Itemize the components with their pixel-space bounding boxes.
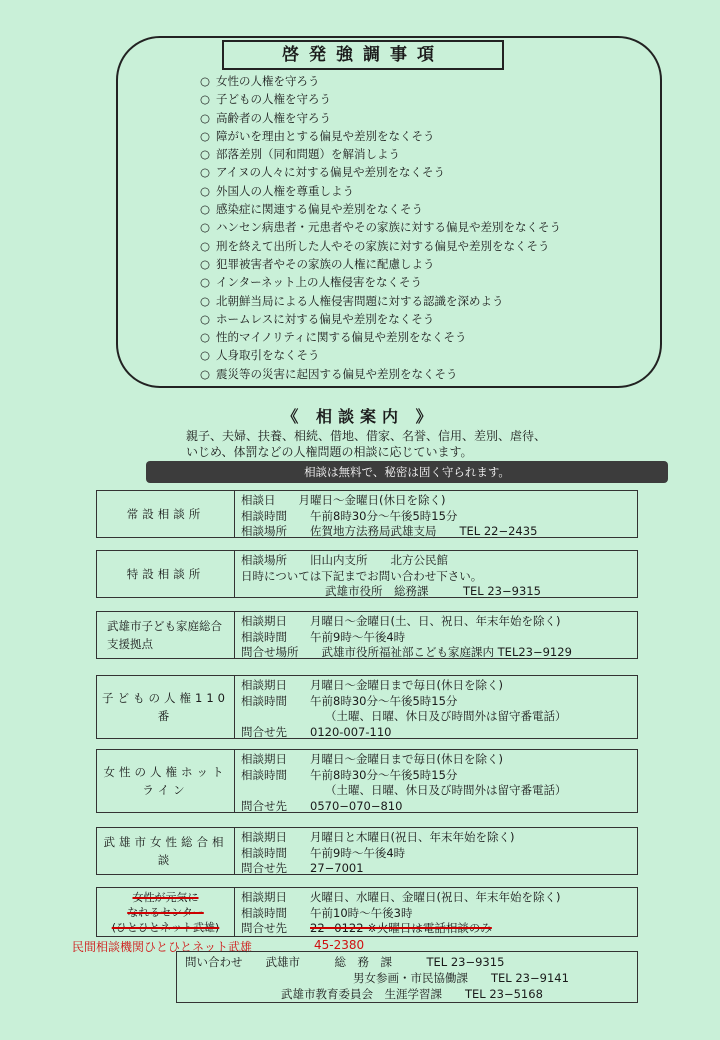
sodan-intro — [186, 428, 646, 460]
box-label: 子どもの人権110番 — [97, 676, 235, 738]
info-row: 相談期日 火曜日、水曜日、金曜日(祝日、年末年始を除く) — [241, 890, 561, 904]
box-hitohito — [96, 887, 638, 937]
list-item: ○ 北朝鮮当局による人権侵害問題に対する認識を深めよう — [200, 292, 561, 310]
box-info — [235, 676, 637, 738]
list-item: ○ 高齢者の人権を守ろう — [200, 109, 561, 127]
box-label: 常設相談所 — [97, 491, 235, 537]
info-row: 相談時間 午前8時30分～午後5時15分 — [241, 508, 458, 523]
contact-box — [176, 951, 638, 1003]
info-row: 相談時間 午前8時30分～午後5時15分 — [241, 767, 458, 782]
intro-line: 親子、夫婦、扶養、相続、借地、借家、名誉、信用、差別、虐待、 — [186, 429, 547, 443]
info-key: 問合せ先 — [241, 921, 287, 935]
list-item: ○ 部落差別（同和問題）を解消しよう — [200, 145, 561, 163]
info-row: 武雄市役所 総務課 TEL 23−9315 — [325, 584, 541, 598]
box-info — [235, 750, 637, 812]
contact-row: 男女参画・市民協働課 TEL 23−9141 — [353, 971, 569, 985]
info-row: 相談期日 月曜日と木曜日(祝日、年末年始を除く) — [241, 830, 515, 844]
kyocho-title: 啓発強調事項 — [222, 40, 504, 70]
info-row: 問合せ先 0120-007-110 — [241, 724, 392, 739]
list-item: ○ 女性の人権を守ろう — [200, 72, 561, 90]
info-row: 相談場所 旧山内支所 北方公民館 — [241, 553, 448, 567]
label-line-struck: 女性が元気に — [132, 890, 199, 904]
handwritten-tel: 45-2380 — [314, 938, 365, 952]
box-tokusetsu — [96, 550, 638, 598]
contact-row — [185, 954, 629, 970]
list-item: ○ 犯罪被害者やその家族の人権に配慮しよう — [200, 255, 561, 273]
info-row: 問合せ先 27−7001 — [241, 861, 364, 875]
box-label: 女性の人権ホットライン — [97, 750, 235, 812]
info-row — [241, 921, 631, 937]
box-info — [235, 612, 637, 658]
list-item: ○ インターネット上の人権侵害をなくそう — [200, 273, 561, 291]
info-row: 相談期日 月曜日～金曜日(土、日、祝日、年末年始を除く) — [241, 614, 561, 628]
list-item: ○ アイヌの人々に対する偏見や差別をなくそう — [200, 163, 561, 181]
box-josei-hotline — [96, 749, 638, 813]
list-item: ○ 人身取引をなくそう — [200, 346, 561, 364]
kyocho-list — [200, 72, 561, 383]
list-item: ○ 刑を終えて出所した人やその家族に対する偏見や差別をなくそう — [200, 237, 561, 255]
info-row: 相談場所 佐賀地方法務局武雄支局 TEL 22−2435 — [241, 524, 538, 538]
info-row: 相談時間 午前8時30分～午後5時15分 — [241, 693, 458, 708]
box-info — [235, 491, 637, 537]
info-row: 問合せ先 0570−070−810 — [241, 798, 403, 813]
info-row: 相談時間 午前9時～午後4時 — [241, 629, 406, 644]
box-kodomo110 — [96, 675, 638, 739]
list-item: ○ 障がいを理由とする偏見や差別をなくそう — [200, 127, 561, 145]
list-item: ○ 外国人の人権を尊重しよう — [200, 182, 561, 200]
info-row: 相談時間 午前10時～午後3時 — [241, 905, 413, 920]
info-row: 相談日 月曜日～金曜日(休日を除く) — [241, 493, 446, 507]
box-label — [97, 888, 235, 936]
info-value-struck: 22−0122 ※火曜日は電話相談のみ — [310, 921, 492, 935]
box-label: 武雄市子ども家庭総合支援拠点 — [97, 612, 235, 658]
info-row: 相談時間 午前9時～午後4時 — [241, 845, 406, 860]
box-info — [235, 551, 637, 597]
list-item: ○ 感染症に関連する偏見や差別をなくそう — [200, 200, 561, 218]
info-row: 日時については下記までお問い合わせ下さい。 — [241, 568, 483, 583]
handwritten-org: 民間相談機関ひとひとネット武雄 — [72, 940, 253, 954]
box-jousetsu — [96, 490, 638, 538]
info-row: （土曜、日曜、休日及び時間外は留守番電話） — [325, 783, 567, 797]
box-label: 特設相談所 — [97, 551, 235, 597]
box-label: 武雄市女性総合相談 — [97, 828, 235, 874]
free-notice-bar: 相談は無料で、秘密は固く守られます。 — [146, 461, 668, 483]
label-line-struck: (ひとひとネット武雄) — [111, 920, 220, 934]
contact-label: 問い合わせ — [185, 955, 243, 969]
list-item: ○ ホームレスに対する偏見や差別をなくそう — [200, 310, 561, 328]
contact-row: 武雄市教育委員会 生涯学習課 TEL 23−5168 — [281, 987, 543, 1001]
box-info — [235, 888, 637, 936]
info-row: （土曜、日曜、休日及び時間外は留守番電話） — [325, 709, 567, 723]
sodan-title: 《 相談案内 》 — [282, 407, 438, 426]
list-item: ○ 震災等の災害に起因する偏見や差別をなくそう — [200, 365, 561, 383]
list-item: ○ ハンセン病患者・元患者やその家族に対する偏見や差別をなくそう — [200, 218, 561, 236]
info-row: 相談期日 月曜日～金曜日まで毎日(休日を除く) — [241, 678, 503, 692]
box-info — [235, 828, 637, 874]
info-row: 相談期日 月曜日～金曜日まで毎日(休日を除く) — [241, 752, 503, 766]
contact-line: 武雄市 総 務 課 TEL 23−9315 — [265, 955, 505, 969]
info-row: 問合せ場所 武雄市役所福祉部こども家庭課内 TEL23−9129 — [241, 645, 572, 659]
list-item: ○ 子どもの人権を守ろう — [200, 90, 561, 108]
intro-line: いじめ、体罰などの人権問題の相談に応じています。 — [186, 445, 473, 459]
list-item: ○ 性的マイノリティに関する偏見や差別をなくそう — [200, 328, 561, 346]
box-takeo-josei — [96, 827, 638, 875]
label-line-struck: なれるセンター — [127, 905, 204, 919]
box-kodomo-katei — [96, 611, 638, 659]
